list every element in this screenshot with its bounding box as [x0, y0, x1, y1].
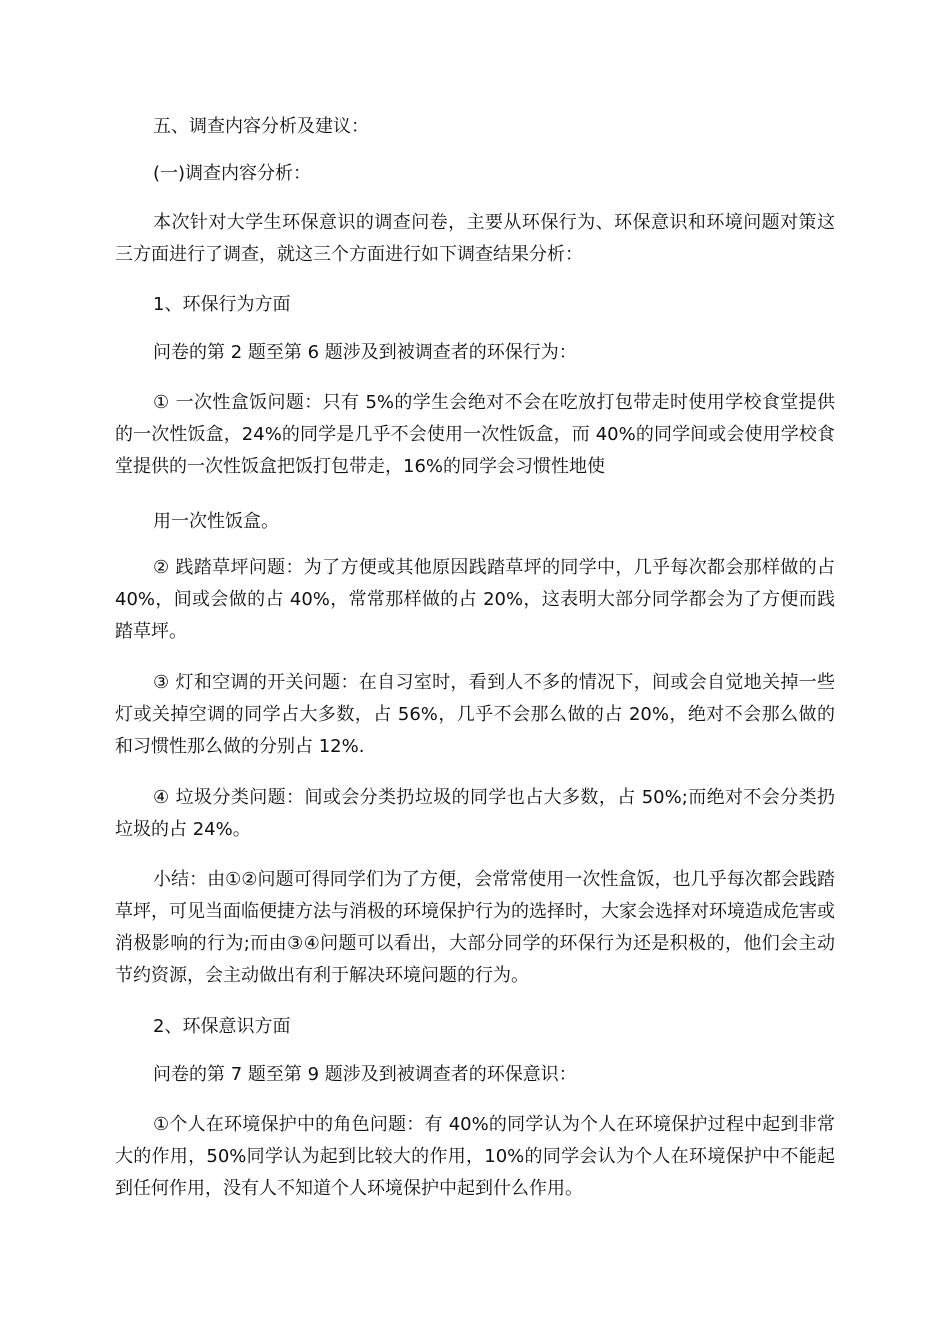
point-garbage-sorting: ④ 垃圾分类问题：间或会分类扔垃圾的同学也占大多数，占 50%;而绝对不会分类扔垃圾的占 24%。	[115, 787, 835, 840]
awareness-intro: 问卷的第 7 题至第 9 题涉及到被调查者的环保意识：	[153, 1064, 577, 1085]
point-disposable-boxes-cont: 用一次性饭盒。	[153, 511, 279, 532]
point-individual-role: ①个人在环境保护中的角色问题：有 40%的同学认为个人在环境保护过程中起到非常大的作用，50%同学认为起到比较大的作用，10%的同学会认为个人在环境保护中不能起到任何作用，没有人不知道个人环境保护中起到什么作用。	[115, 1114, 835, 1199]
intro-paragraph: 本次针对大学生环保意识的调查问卷，主要从环保行为、环保意识和环境问题对策这三方面进行了调查，就这三个方面进行如下调查结果分析：	[115, 212, 835, 265]
point-lawn-trampling: ② 践踏草坪问题：为了方便或其他原因践踏草坪的同学中，几乎每次都会那样做的占 40%，间或会做的占 40%，常常那样做的占 20%，这表明大部分同学都会为了方便而践踏草坪。	[115, 557, 835, 642]
point-disposable-boxes: ① 一次性盒饭问题：只有 5%的学生会绝对不会在吃放打包带走时使用学校食堂提供的一次性饭盒，24%的同学是几乎不会使用一次性饭盒，而 40%的同学间或会使用学校食堂提供的一次性饭盒把饭打包带走，16%的同学会习惯性地使	[115, 392, 835, 477]
subsection-heading: (一)调查内容分析：	[153, 163, 312, 184]
behavior-summary: 小结：由①②问题可得同学们为了方便，会常常使用一次性盒饭，也几乎每次都会践踏草坪，可见当面临便捷方法与消极的环境保护行为的选择时，大家会选择对环境造成危害或消极影响的行为;而由③④问题可以看出，大部分同学的环保行为还是积极的，他们会主动节约资源，会主动做出有利于解决环境问题的行为。	[115, 869, 835, 986]
section-heading: 五、调查内容分析及建议：	[153, 116, 369, 137]
point-light-ac-switch: ③ 灯和空调的开关问题：在自习室时，看到人不多的情况下，间或会自觉地关掉一些灯或关掉空调的同学占大多数，占 56%，几乎不会那么做的占 20%，绝对不会那么做的和习惯性那么做的分别占 12%.	[115, 672, 835, 757]
item-heading-awareness: 2、环保意识方面	[153, 1016, 291, 1037]
behavior-intro: 问卷的第 2 题至第 6 题涉及到被调查者的环保行为：	[153, 342, 577, 363]
item-heading-behavior: 1、环保行为方面	[153, 294, 291, 315]
